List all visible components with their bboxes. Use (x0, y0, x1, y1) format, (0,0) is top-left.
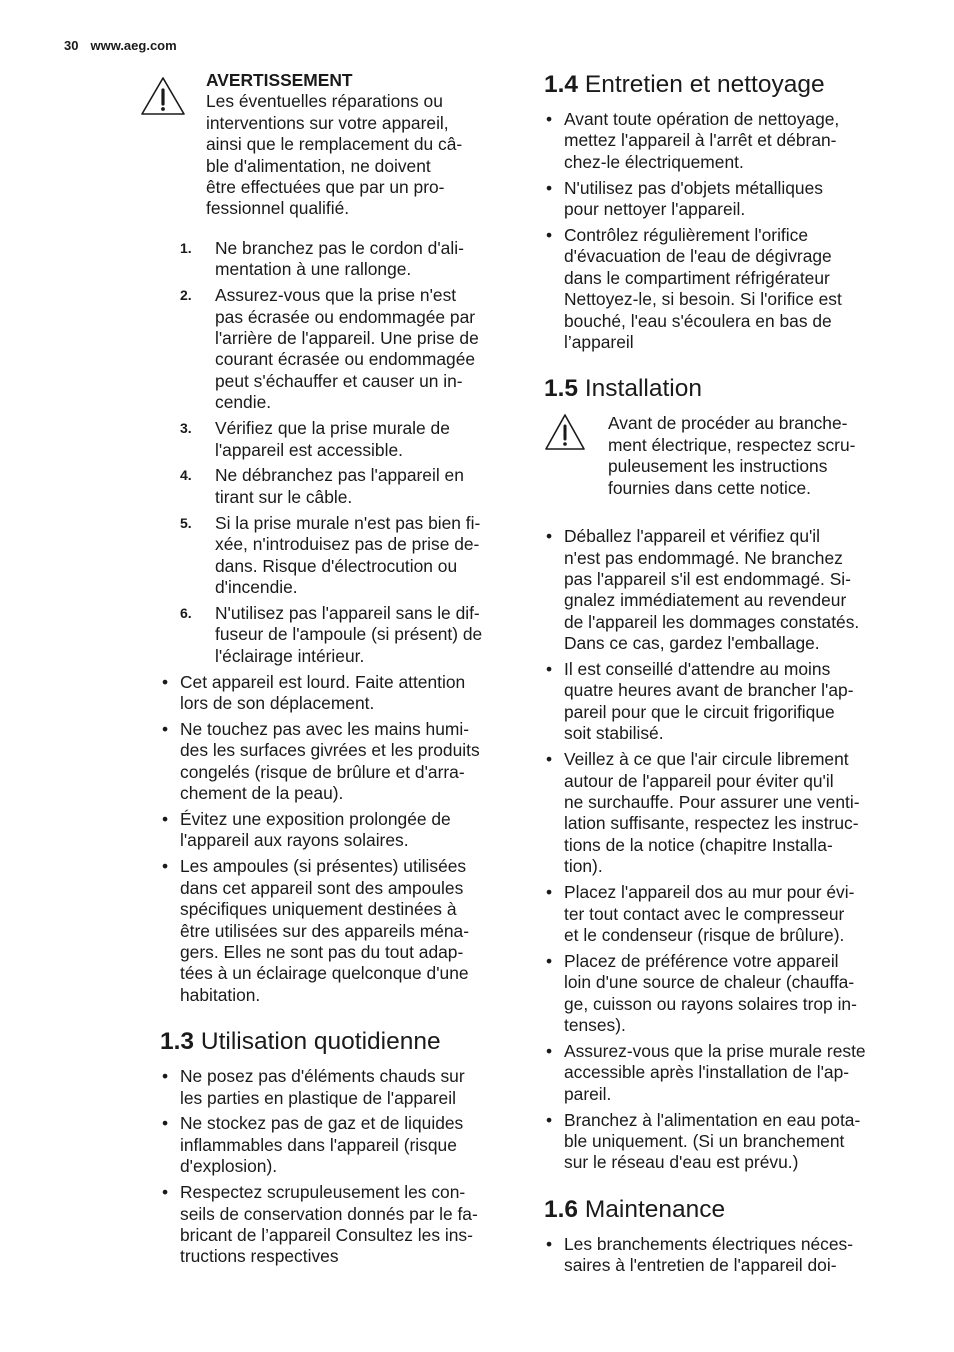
item-number: 4. (180, 467, 192, 484)
numbered-item (160, 238, 512, 281)
text-line: être utilisées sur des appareils ména- (180, 920, 470, 941)
bullet-list (544, 526, 896, 1174)
warning-block (140, 70, 512, 220)
text-line: bricant de l’appareil Consultez les ins- (180, 1225, 473, 1245)
text-line: saires à l'entretien de l'appareil doi- (564, 1255, 837, 1276)
warning-block (544, 413, 896, 499)
section-title: Utilisation quotidienne (200, 1028, 441, 1056)
text-line: pas l'appareil s'il est endommagé. Si- (564, 568, 851, 589)
text-line: n'est pas endommagé. Ne branchez (564, 547, 843, 568)
text-line: interventions sur votre appareil, (206, 112, 449, 133)
text-line: Les éventuelles réparations ou (206, 91, 443, 112)
text-line: pareil pour que le circuit frigorifique (564, 701, 835, 722)
text-line: l'appareil aux rayons solaires. (180, 830, 409, 851)
item-number: 5. (180, 514, 192, 531)
text-line: des les surfaces givrées et les produits (180, 740, 480, 761)
text-line: cendie. (215, 392, 272, 413)
text-line: les parties en plastique de l'appareil (180, 1087, 456, 1108)
text-line: fournies dans cette notice. (608, 477, 812, 498)
section-number: 1.6 (544, 1195, 579, 1223)
text-line: Ne branchez pas le cordon d'ali- (215, 237, 464, 258)
right-column (544, 70, 896, 1281)
list-item (544, 178, 896, 221)
text-line: loin d'une source de chaleur (chauffa- (564, 972, 855, 993)
section-heading (544, 1195, 896, 1225)
text-line: Avant de procéder au branche- (608, 413, 848, 434)
text-line: mettez l'appareil à l'arrêt et débran- (564, 130, 837, 151)
text-line: • Évitez une exposition prolongée de (180, 809, 451, 829)
text-line: • Contrôlez régulièrement l'orifice (564, 225, 808, 246)
text-line: Dans ce cas, gardez l'emballage. (564, 633, 820, 654)
text-line: Si la prise murale n'est pas bien fi- (215, 512, 481, 533)
text-line: de l'appareil les dommages constatés. (564, 611, 860, 632)
text-line: bouché, l'eau s'écoulera en bas de (564, 310, 832, 331)
text-line: • Veillez à ce que l'air circule librement (564, 749, 849, 770)
text-line: gers. Elles ne sont pas du tout adap- (180, 941, 464, 962)
list-item (544, 225, 896, 353)
text-line: sur le réseau d'eau est prévu.) (564, 1152, 799, 1173)
text-line: • Assurez-vous que la prise murale reste (564, 1040, 866, 1061)
list-item (544, 659, 896, 745)
text-line: tructions respectives (180, 1246, 339, 1267)
list-item (544, 109, 896, 173)
text-line: dans. Risque d'électrocution ou (215, 555, 458, 576)
numbered-list (160, 238, 512, 667)
item-number: 6. (180, 604, 192, 621)
text-line: tion). (564, 856, 603, 877)
text-line: ment électrique, respectez scru- (608, 434, 856, 455)
text-line: dans le compartiment réfrigérateur (564, 267, 830, 288)
text-line: lors de son déplacement. (180, 692, 375, 713)
list-item (544, 1110, 896, 1174)
text-line: • Cet appareil est lourd. Faite attention (180, 671, 466, 692)
text-line: et le condenseur (risque de brûlure). (564, 924, 845, 945)
section-heading (544, 374, 896, 404)
section-title: Maintenance (584, 1195, 726, 1223)
item-number: 2. (180, 287, 192, 304)
text-line: Vérifiez que la prise murale de (215, 418, 450, 439)
item-number: 1. (180, 239, 192, 256)
bullet-list (160, 672, 512, 1007)
text-line: puleusement les instructions (608, 456, 828, 477)
text-line: ter tout contact avec le compresseur (564, 903, 845, 924)
text-line: • Placez de préférence votre appareil (564, 950, 839, 971)
text-line: peut s'échauffer et causer un in- (215, 370, 463, 391)
text-line: • Ne posez pas d'éléments chauds sur (180, 1066, 465, 1087)
text-line: soit stabilisé. (564, 723, 664, 744)
warning-title: AVERTISSEMENT (206, 70, 353, 90)
text-line: • Déballez l'appareil et vérifiez qu'il (564, 526, 821, 547)
text-line: • Ne stockez pas de gaz et de liquides (180, 1113, 464, 1134)
text-line: tées à un éclairage quelconque d'une (180, 963, 469, 984)
text-line: • Les branchements électriques néces- (564, 1233, 854, 1254)
text-line: l'arrière de l'appareil. Une prise de (215, 327, 479, 348)
list-item (160, 1113, 512, 1177)
text-line: l'appareil est accessible. (215, 439, 403, 460)
text-line: ainsi que le remplacement du câ- (206, 134, 463, 155)
text-line: l'éclairage intérieur. (215, 645, 365, 666)
text-line: Assurez-vous que la prise n'est (215, 285, 457, 306)
text-line: • Il est conseillé d'attendre au moins (564, 659, 831, 680)
list-item (544, 951, 896, 1037)
text-line: pour nettoyer l'appareil. (564, 199, 746, 220)
text-line: pas écrasée ou endommagée par (215, 306, 476, 327)
text-line: xée, n'introduisez pas de prise de- (215, 534, 480, 555)
list-item (160, 1182, 512, 1268)
text-line: ge, cuisson ou rayons solaires trop in- (564, 993, 857, 1014)
warning-text (608, 413, 896, 499)
bullet-list (544, 1234, 896, 1277)
text-line: autour de l'appareil pour éviter qu'il (564, 770, 834, 791)
list-item (160, 672, 512, 715)
text-line: • Avant toute opération de nettoyage, (564, 109, 840, 129)
section-number: 1.5 (544, 375, 579, 403)
text-line: dans cet appareil sont des ampoules (180, 877, 464, 898)
text-line: Ne débranchez pas l'appareil en (215, 465, 464, 486)
list-item (160, 809, 512, 852)
list-item (544, 526, 896, 654)
text-line: lation suffisante, respectez les instruc- (564, 813, 859, 834)
text-line: chement de la peau). (180, 783, 344, 804)
numbered-item (160, 418, 512, 461)
text-line: mentation à une rallonge. (215, 259, 412, 280)
text-line: gnalez immédiatement au revendeur (564, 590, 847, 611)
section-title: Installation (584, 375, 703, 403)
page-number: 30 (64, 38, 79, 53)
list-item (160, 719, 512, 805)
site-url: www.aeg.com (90, 38, 177, 53)
numbered-item (160, 465, 512, 508)
warning-icon (140, 76, 186, 116)
section-number: 1.4 (544, 71, 579, 98)
text-line: • Les ampoules (si présentes) utilisées (180, 856, 467, 877)
text-line: Nettoyez-le, si besoin. Si l'orifice est (564, 289, 842, 310)
text-line: ble uniquement. (Si un branchement (564, 1131, 845, 1152)
text-line: pareil. (564, 1083, 612, 1104)
warning-body (206, 91, 496, 219)
section-heading (544, 70, 896, 100)
text-line: inflammables dans l'appareil (risque (180, 1134, 457, 1155)
item-number: 3. (180, 420, 192, 437)
list-item (160, 1066, 512, 1109)
text-line: tirant sur le câble. (215, 486, 353, 507)
text-line: d'explosion). (180, 1156, 278, 1177)
text-line: quatre heures avant de brancher l'ap- (564, 680, 854, 701)
warning-text (206, 70, 496, 220)
text-line: accessible après l'installation de l'ap- (564, 1062, 850, 1083)
section-number: 1.3 (160, 1028, 195, 1056)
warning-icon (544, 413, 586, 451)
numbered-item (160, 285, 512, 413)
text-line: • Placez l'appareil dos au mur pour évi- (564, 882, 855, 903)
text-line: spécifiques uniquement destinées à (180, 899, 457, 920)
text-line: ble d'alimentation, ne doivent (206, 155, 431, 176)
list-item (544, 1234, 896, 1277)
text-line: N'utilisez pas l'appareil sans le dif- (215, 602, 480, 623)
text-line: d'incendie. (215, 576, 298, 597)
text-line: • Ne touchez pas avec les mains humi- (180, 718, 470, 739)
text-line: congelés (risque de brûlure et d'arra- (180, 761, 465, 782)
numbered-item (160, 513, 512, 599)
list-item (544, 882, 896, 946)
list-item (160, 856, 512, 1006)
text-line: l’appareil (564, 332, 634, 353)
text-line: chez-le électriquement. (564, 151, 744, 172)
text-line: d'évacuation de l'eau de dégivrage (564, 246, 832, 267)
left-column (160, 70, 512, 1272)
bullet-list (160, 1066, 512, 1268)
text-line: fessionnel qualifié. (206, 198, 350, 219)
text-line: tions de la notice (chapitre Installa- (564, 834, 833, 855)
text-line: tenses). (564, 1015, 626, 1036)
list-item (544, 749, 896, 877)
text-line: être effectuées que par un pro- (206, 177, 445, 198)
bullet-list (544, 109, 896, 353)
text-line: • Branchez à l'alimentation en eau pota- (564, 1109, 861, 1130)
text-line: • Respectez scrupuleusement les con- (180, 1182, 466, 1203)
text-line: habitation. (180, 984, 261, 1005)
section-heading (160, 1027, 512, 1057)
list-item (544, 1041, 896, 1105)
section-title: Entretien et nettoyage (584, 71, 825, 98)
page-header (64, 38, 177, 53)
text-line: fuseur de l'ampoule (si présent) de (215, 624, 483, 645)
numbered-item (160, 603, 512, 667)
text-line: ne surchauffe. Pour assurer une venti- (564, 791, 860, 812)
text-line: • N'utilisez pas d'objets métalliques (564, 177, 823, 198)
text-line: courant écrasée ou endommagée (215, 349, 476, 370)
text-line: seils de conservation donnés par le fa- (180, 1203, 478, 1224)
